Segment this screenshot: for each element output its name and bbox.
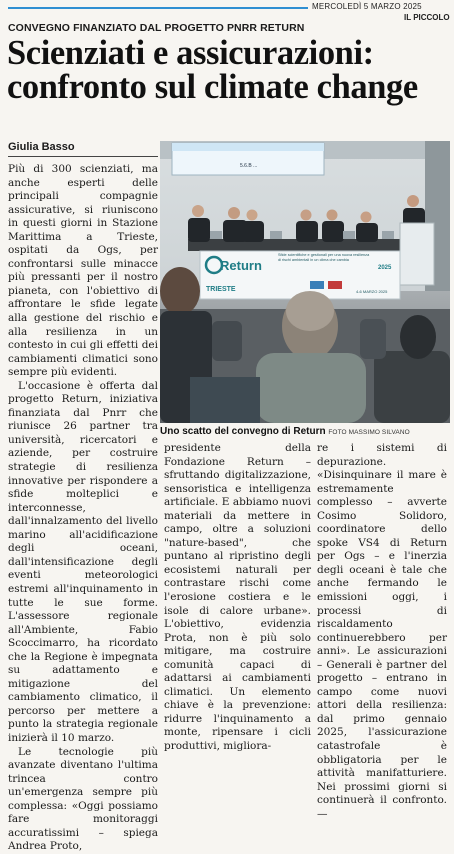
paragraph: Più di 300 scienziati, ma anche esperti delle principali compagnie assicurative, si riuniscono in questi giorni in Stazione Marittima a Trieste, ospitati da Ogs, per confrontarsi sulle minacce più pressanti per il nostro pianeta, con l'obiettivo di affrontare le sfide legate alla gestione del rischio e alla resilienza in un contesto in cui gli effetti dei cambiamenti climatici sono sempre più evidenti. bbox=[8, 163, 158, 379]
paragraph: Le tecnologie più avanzate diventano l'ultima trincea contro un'emergenza sempre più complessa: «Oggi possiamo fare monitoraggi accuratissimi – spiega Andrea Proto, bbox=[8, 745, 158, 853]
issue-date: MERCOLEDÌ 5 MARZO 2025 bbox=[312, 2, 422, 11]
photo-credit: FOTO MASSIMO SILVANO bbox=[328, 429, 410, 436]
banner-text: Sfide scientifiche e gestionali per una nuova resilienza di rischi ambientali in un clima che cambia bbox=[278, 253, 370, 262]
article-column-3 bbox=[317, 442, 447, 820]
header-accent-rule bbox=[8, 7, 308, 9]
event-banner bbox=[200, 251, 400, 299]
banner-city: TRIESTE bbox=[206, 286, 236, 293]
newspaper-name: IL PICCOLO bbox=[404, 13, 450, 22]
page-header bbox=[0, 0, 454, 22]
article-column-2 bbox=[164, 442, 311, 753]
photo-caption bbox=[160, 426, 450, 437]
article-headline: Scienziati e assicurazioni: confronto sul climate change bbox=[7, 34, 418, 106]
banner-year: 2025 bbox=[378, 265, 392, 271]
article-column-1 bbox=[8, 163, 158, 853]
paragraph: L'occasione è offerta dal progetto Return, iniziativa finanziata dal Pnrr che riunisce 26 partner tra università, ricercatori e aziende, per costruire strategie di resilienza innovative per rispondere a sfide molteplici e interconnesse, dall'innalzamento del livello marino all'acidificazione degli oceani, dall'intensificazione degli eventi meteorologici estremi all'inquinamento in tutte le sue forme. L'assessore regionale all'Ambiente, Fabio Scoccimarro, ha ricordato che la Regione è impegnata su adattamento e mitigazione del cambiamento climatico, il percorso per mettere a punto la strategia regionale inizierà il 10 marzo. bbox=[8, 379, 158, 744]
screen-text: 5.6.B ... bbox=[240, 163, 258, 169]
paragraph: re i sistemi di depurazione. «Disinquinare il mare è estremamente complesso – avverte Cosimo Solidoro, coordinatore dello spoke VS4 di Return per Ogs – e l'inerzia degli oceani è tale che anche fermando le emissioni oggi, i processi di riscaldamento continuerebbero per anni». Le assicurazioni – Generali è partner del progetto – entrano in campo come nuovi attori della resilienza: dal primo gennaio 2025, l'assicurazione catastrofale è obbligatoria per le attività manifatturiere. Nei prossimi giorni si continuerà il confronto. — bbox=[317, 442, 447, 820]
article-byline: Giulia Basso bbox=[8, 141, 158, 157]
conference-photo bbox=[160, 141, 450, 423]
article-kicker: CONVEGNO FINANZIATO DAL PROGETTO PNRR RETURN bbox=[8, 22, 305, 34]
caption-text: Uno scatto del convegno di Return bbox=[160, 426, 326, 437]
projection-screen bbox=[172, 143, 324, 175]
banner-logo: Return bbox=[220, 258, 262, 273]
paragraph: presidente della Fondazione Return – sfruttando digitalizzazione, sensoristica e intelligenza artificiale. E abbiamo nuovi materiali da mettere in campo, oltre a soluzioni "nature-based", che puntano al ripristino degli ecosistemi naturali per contrastare rischi come l'erosione costiera e le isole di calore urbane». L'obiettivo, evidenzia Prota, non è più solo mitigare, ma costruire comunità capaci di adattarsi ai cambiamenti climatici. Un elemento chiave è la prevenzione: ridurre l'inquinamento a monte, ripensare i cicli produttivi, migliora- bbox=[164, 442, 311, 753]
banner-dates: 4-6 MARZO 2025 bbox=[356, 289, 388, 294]
